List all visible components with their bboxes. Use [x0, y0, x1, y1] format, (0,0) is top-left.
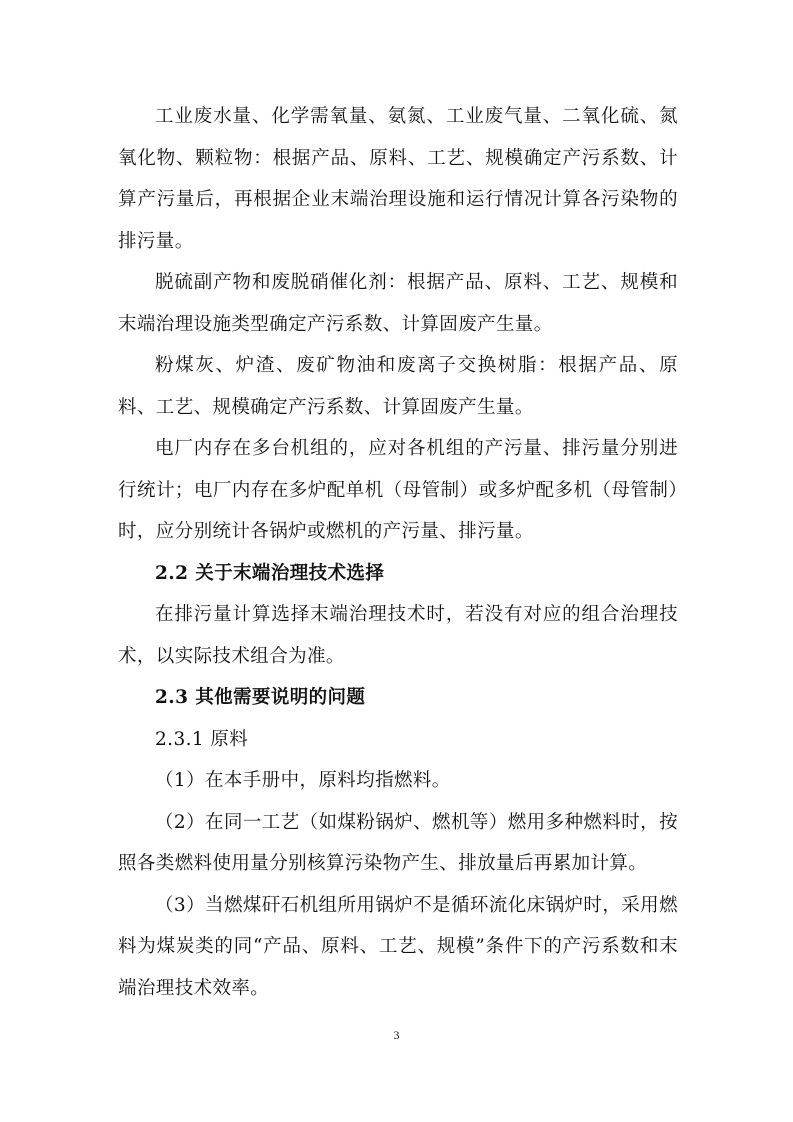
page-number: 3: [393, 1028, 400, 1042]
paragraph-fly-ash: 粉煤灰、炉渣、废矿物油和废离子交换树脂：根据产品、原料、工艺、规模确定产污系数、计算固废产生量。: [118, 355, 678, 418]
subsection-heading-2-3-1: 2.3.1 原料: [155, 728, 249, 750]
paragraph-end-treatment: 在排污量计算选择末端治理技术时，若没有对应的组合治理技术，以实际技术组合为准。: [118, 604, 678, 667]
section-heading-2-3: 2.3 其他需要说明的问题: [155, 687, 366, 708]
paragraph-wastewater-gas: 工业废水量、化学需氧量、氨氮、工业废气量、二氧化硫、氮氧化物、颗粒物：根据产品、原料、工艺、规模确定产污系数、计算产污量后，再根据企业末端治理设施和运行情况计算各污染物的排污量。: [118, 106, 678, 252]
list-item: （1）在本手册中，原料均指燃料。: [155, 770, 451, 791]
list-item: （3）当燃煤矸石机组所用锅炉不是循环流化床锅炉时，采用燃料为煤炭类的同“产品、原料、工艺、规模”条件下的产污系数和末端治理技术效率。: [118, 894, 678, 999]
list-item: （2）在同一工艺（如煤粉锅炉、燃机等）燃用多种燃料时，按照各类燃料使用量分别核算污染物产生、排放量后再累加计算。: [118, 811, 678, 874]
paragraph-multiple-units: 电厂内存在多台机组的，应对各机组的产污量、排污量分别进行统计；电厂内存在多炉配单机（母管制）或多炉配多机（母管制）时，应分别统计各锅炉或燃机的产污量、排污量。: [118, 438, 678, 542]
section-heading-2-2: 2.2 关于末端治理技术选择: [155, 562, 385, 584]
page-content: [118, 96, 678, 1009]
paragraph-desulfurization: 脱硫副产物和废脱硝催化剂：根据产品、原料、工艺、规模和末端治理设施类型确定产污系数、计算固废产生量。: [118, 272, 678, 335]
